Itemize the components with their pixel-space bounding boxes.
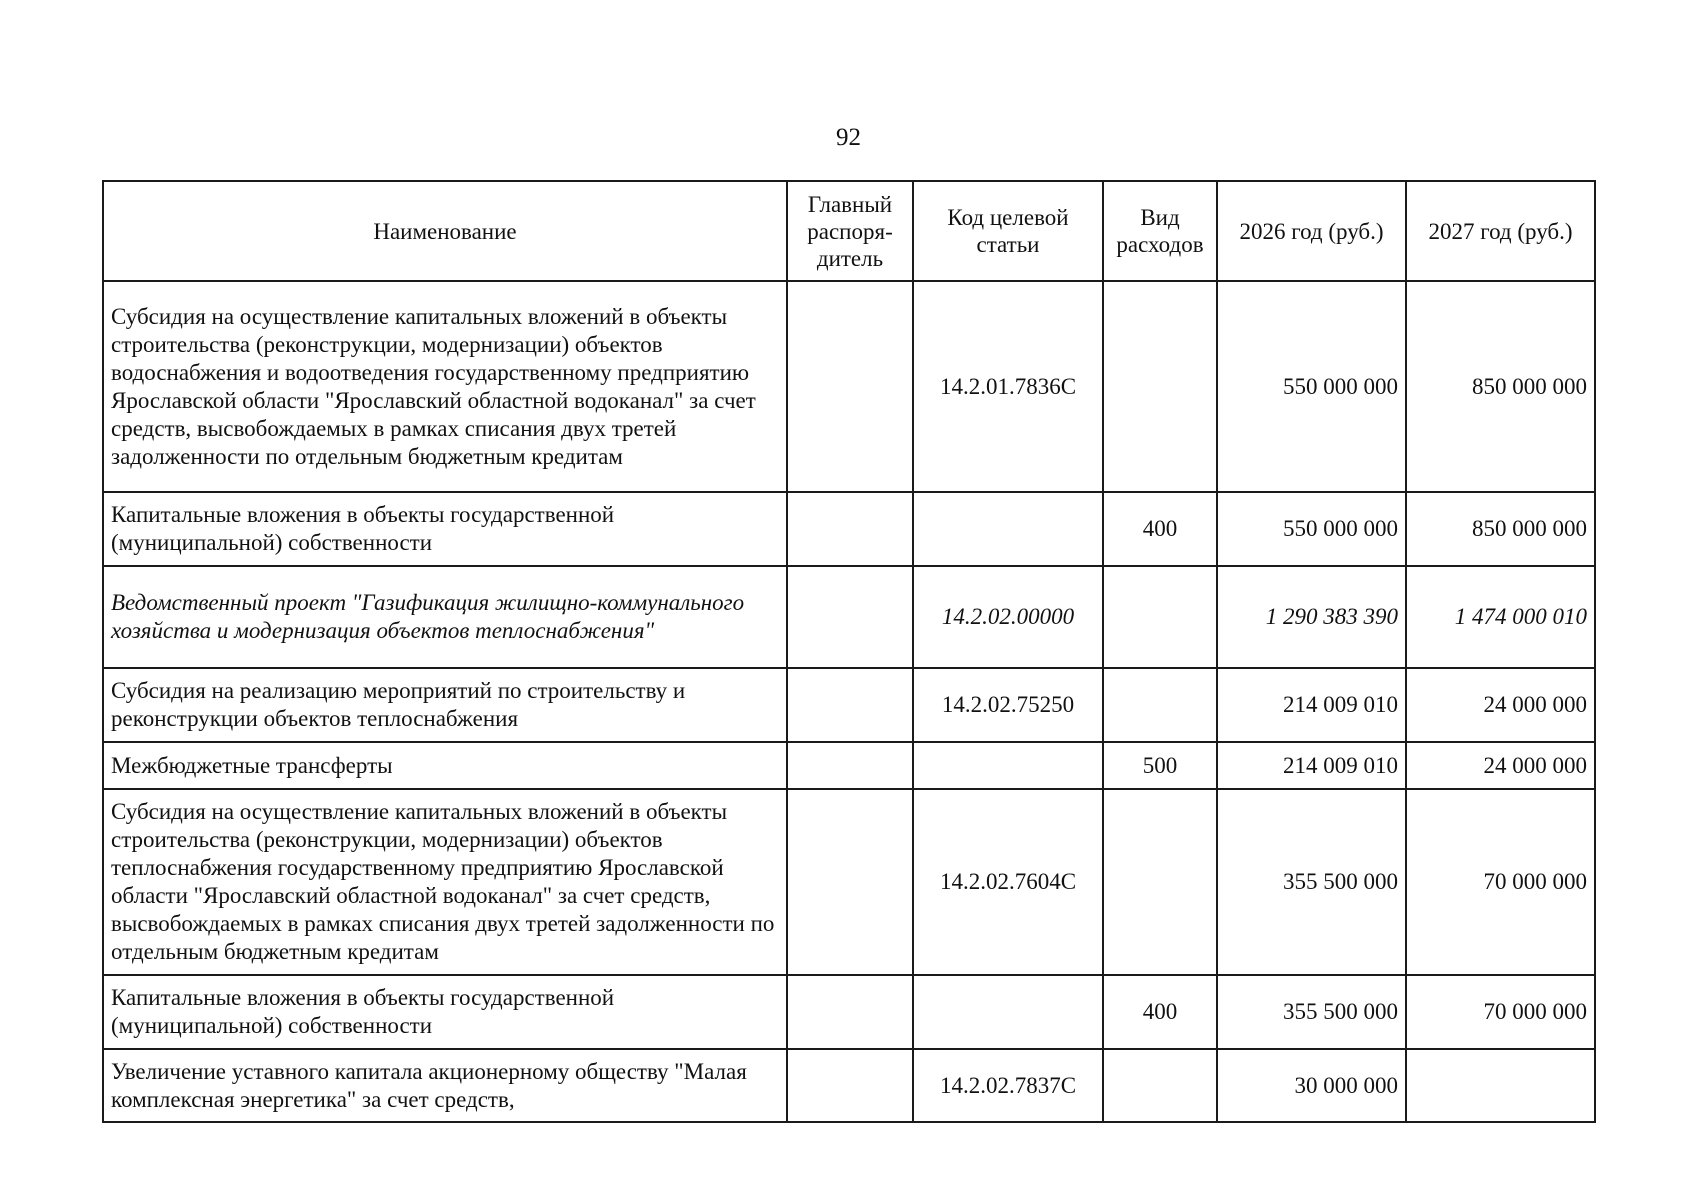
table-row bbox=[103, 742, 1595, 789]
header-code: Код целевой статьи bbox=[913, 181, 1103, 281]
row-code: 14.2.01.7836С bbox=[913, 281, 1103, 492]
row-kind bbox=[1103, 668, 1217, 742]
row-kind bbox=[1103, 789, 1217, 975]
row-manager bbox=[787, 492, 913, 566]
row-2027: 24 000 000 bbox=[1406, 742, 1595, 789]
row-name: Капитальные вложения в объекты государственной (муниципальной) собственности bbox=[103, 975, 787, 1049]
row-code: 14.2.02.7837С bbox=[913, 1049, 1103, 1122]
row-manager bbox=[787, 668, 913, 742]
row-manager bbox=[787, 566, 913, 668]
table-row bbox=[103, 668, 1595, 742]
row-name: Субсидия на осуществление капитальных вложений в объекты строительства (реконструкции, модернизации) объектов водоснабжения и водоотведения государственному предприятию Ярославской области "Ярославский областной водоканал" за счет средств, высвобождаемых в рамках списания двух третей задолженности по отдельным бюджетным кредитам bbox=[103, 281, 787, 492]
row-kind: 500 bbox=[1103, 742, 1217, 789]
row-kind: 400 bbox=[1103, 975, 1217, 1049]
row-code: 14.2.02.00000 bbox=[913, 566, 1103, 668]
table-row bbox=[103, 492, 1595, 566]
row-2026: 550 000 000 bbox=[1217, 492, 1406, 566]
row-2027: 1 474 000 010 bbox=[1406, 566, 1595, 668]
header-2026: 2026 год (руб.) bbox=[1217, 181, 1406, 281]
row-code: 14.2.02.75250 bbox=[913, 668, 1103, 742]
header-2027: 2027 год (руб.) bbox=[1406, 181, 1595, 281]
table-header-row bbox=[103, 181, 1595, 281]
row-2026: 1 290 383 390 bbox=[1217, 566, 1406, 668]
row-name: Межбюджетные трансферты bbox=[103, 742, 787, 789]
row-2026: 355 500 000 bbox=[1217, 789, 1406, 975]
row-kind bbox=[1103, 281, 1217, 492]
row-name: Субсидия на реализацию мероприятий по строительству и реконструкции объектов теплоснабжения bbox=[103, 668, 787, 742]
row-code: 14.2.02.7604С bbox=[913, 789, 1103, 975]
row-2027: 24 000 000 bbox=[1406, 668, 1595, 742]
row-kind: 400 bbox=[1103, 492, 1217, 566]
table-row bbox=[103, 1049, 1595, 1122]
row-kind bbox=[1103, 566, 1217, 668]
row-2027: 850 000 000 bbox=[1406, 281, 1595, 492]
row-2027: 70 000 000 bbox=[1406, 975, 1595, 1049]
row-2026: 214 009 010 bbox=[1217, 668, 1406, 742]
row-manager bbox=[787, 975, 913, 1049]
row-name: Увеличение уставного капитала акционерному обществу "Малая комплексная энергетика" за счет средств, bbox=[103, 1049, 787, 1122]
row-manager bbox=[787, 789, 913, 975]
row-2026: 355 500 000 bbox=[1217, 975, 1406, 1049]
row-kind bbox=[1103, 1049, 1217, 1122]
row-name: Капитальные вложения в объекты государственной (муниципальной) собственности bbox=[103, 492, 787, 566]
row-2027: 70 000 000 bbox=[1406, 789, 1595, 975]
table-row-project bbox=[103, 566, 1595, 668]
budget-table bbox=[102, 180, 1596, 1123]
row-2027: 850 000 000 bbox=[1406, 492, 1595, 566]
row-2026: 214 009 010 bbox=[1217, 742, 1406, 789]
page-number: 92 bbox=[836, 124, 861, 151]
row-name: Субсидия на осуществление капитальных вложений в объекты строительства (реконструкции, модернизации) объектов теплоснабжения государственному предприятию Ярославской области "Ярославский областной водоканал" за счет средств, высвобождаемых в рамках списания двух третей задолженности по отдельным бюджетным кредитам bbox=[103, 789, 787, 975]
row-2027 bbox=[1406, 1049, 1595, 1122]
header-name: Наименование bbox=[103, 181, 787, 281]
row-code bbox=[913, 975, 1103, 1049]
row-manager bbox=[787, 281, 913, 492]
row-code bbox=[913, 742, 1103, 789]
row-manager bbox=[787, 1049, 913, 1122]
row-manager bbox=[787, 742, 913, 789]
table-row bbox=[103, 281, 1595, 492]
row-name: Ведомственный проект "Газификация жилищно-коммунального хозяйства и модернизация объектов теплоснабжения" bbox=[103, 566, 787, 668]
table-row bbox=[103, 975, 1595, 1049]
header-manager: Главный распоря-дитель bbox=[787, 181, 913, 281]
row-code bbox=[913, 492, 1103, 566]
row-2026: 30 000 000 bbox=[1217, 1049, 1406, 1122]
header-kind: Вид расходов bbox=[1103, 181, 1217, 281]
row-2026: 550 000 000 bbox=[1217, 281, 1406, 492]
table-row bbox=[103, 789, 1595, 975]
